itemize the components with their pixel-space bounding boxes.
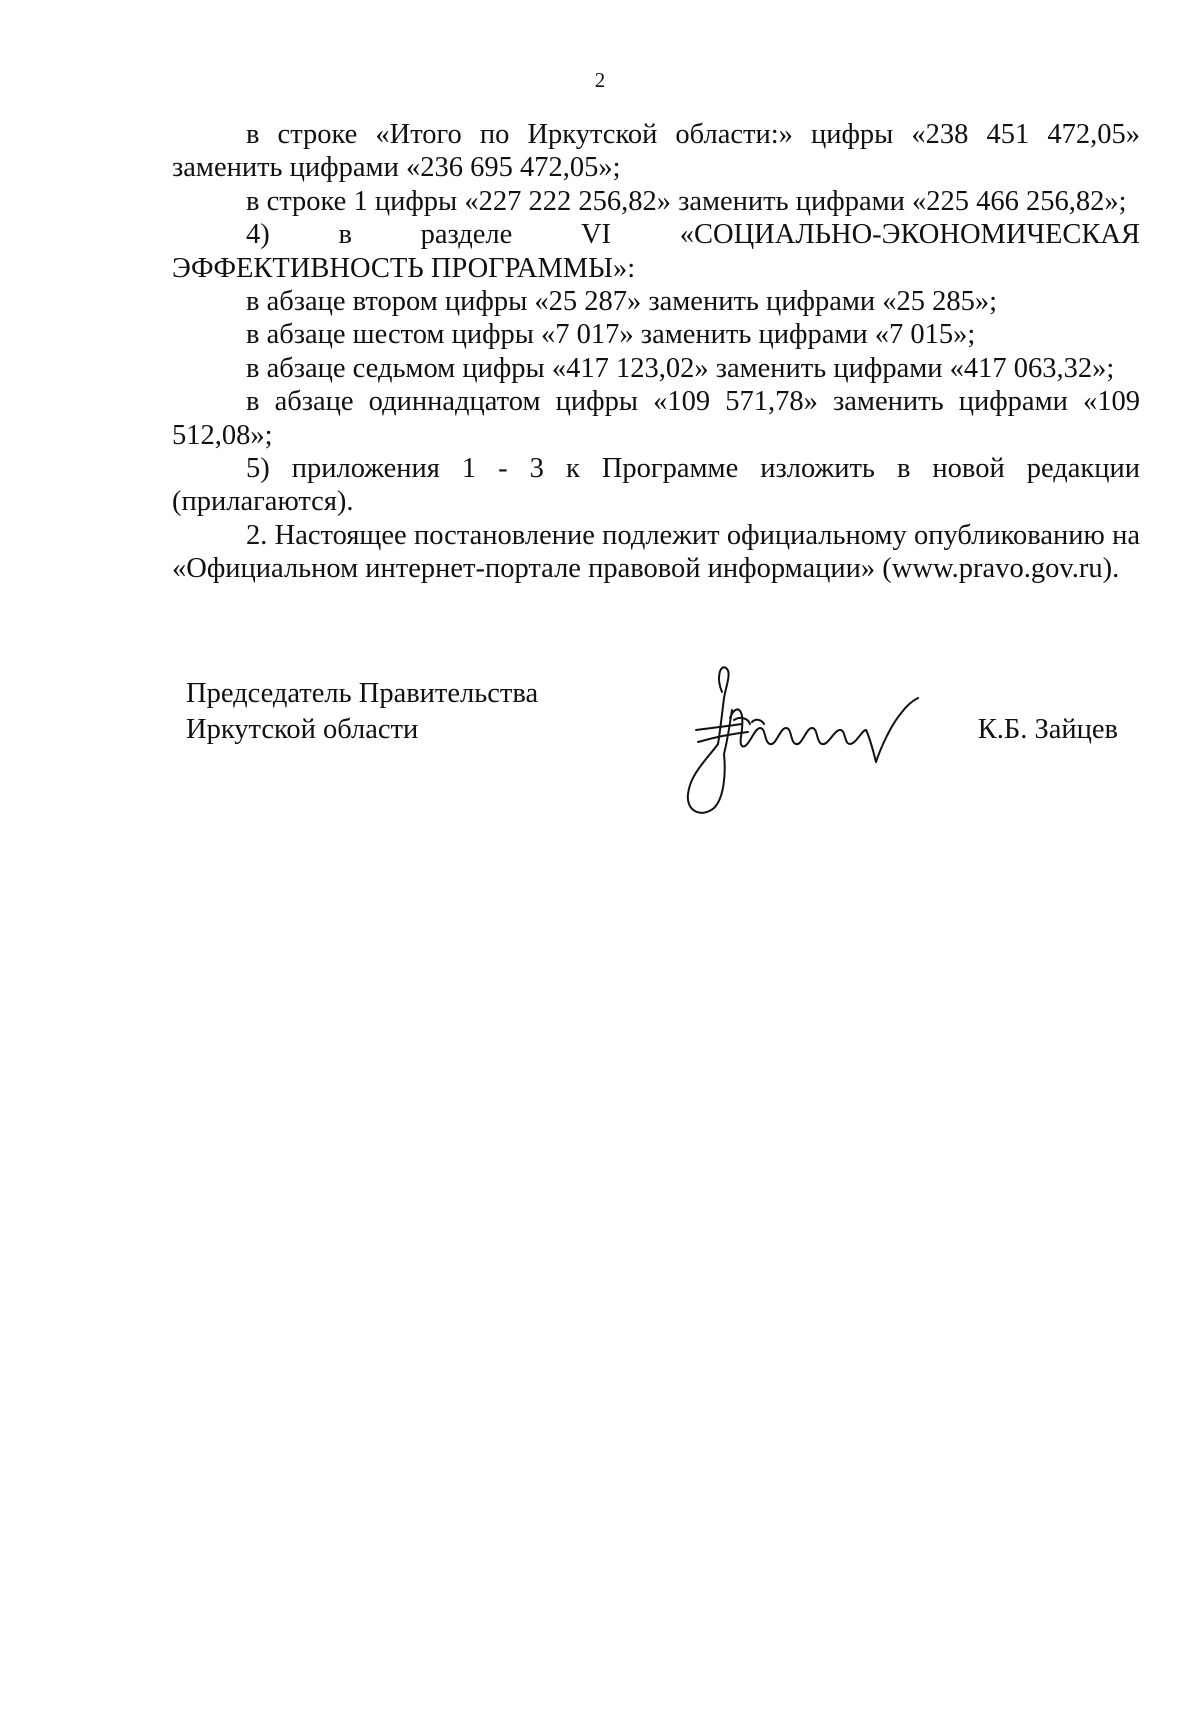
signer-position [186, 676, 538, 748]
signer-position-line-2: Иркутской области [186, 714, 419, 745]
paragraph-total-row: в строке «Итого по Иркутской области:» цифры «238 451 472,05» заменить цифрами «236 695 472,05»; [172, 119, 1140, 184]
paragraph-section-vi: 4) в разделе VI «СОЦИАЛЬНО-ЭКОНОМИЧЕСКАЯ ЭФФЕКТИВНОСТЬ ПРОГРАММЫ»: [172, 219, 1140, 284]
paragraph-sixth: в абзаце шестом цифры «7 017» заменить цифрами «7 015»; [246, 319, 976, 351]
paragraph-row-1: в строке 1 цифры «227 222 256,82» заменить цифрами «225 466 256,82»; [246, 185, 1127, 217]
signer-position-line-1: Председатель Правительства [186, 678, 539, 709]
signer-name: К.Б. Зайцев [977, 714, 1118, 745]
paragraph-second: в абзаце втором цифры «25 287» заменить цифрами «25 285»; [246, 286, 998, 318]
paragraph-appendices: 5) приложения 1 - 3 к Программе изложить в новой редакции (прилагаются). [172, 453, 1140, 518]
paragraph-seventh: в абзаце седьмом цифры «417 123,02» заменить цифрами «417 063,32»; [246, 352, 1115, 384]
document-body [172, 118, 1140, 586]
paragraph-publication: 2. Настоящее постановление подлежит официальному опубликованию на «Официальном интернет-портале правовой информации» (www.pravo.gov.ru). [172, 519, 1140, 585]
page-number: 2 [594, 68, 606, 92]
handwritten-signature [668, 658, 948, 824]
paragraph-eleventh: в абзаце одиннадцатом цифры «109 571,78» заменить цифрами «109 512,08»; [172, 386, 1140, 451]
